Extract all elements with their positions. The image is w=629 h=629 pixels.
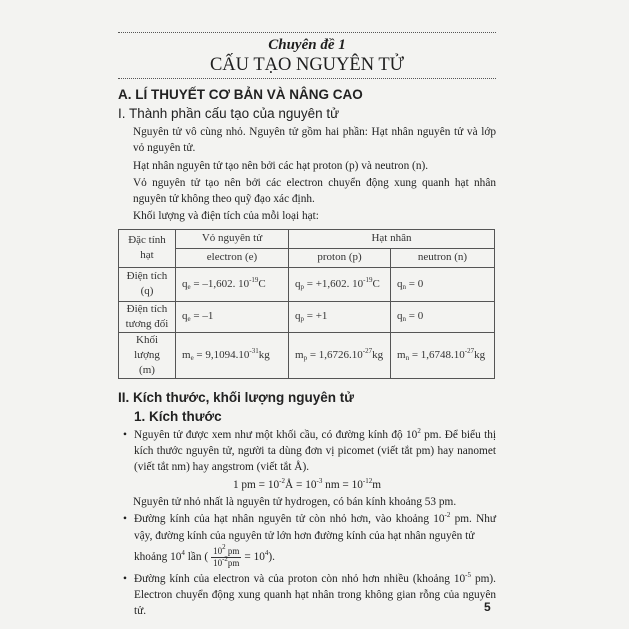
chapter-title: CẤU TẠO NGUYÊN TỬ: [209, 55, 405, 75]
table-row: [119, 332, 495, 378]
row-label: Khối lượng (m): [119, 332, 176, 378]
table-row: [119, 301, 495, 332]
bullet-icon: •: [123, 513, 127, 526]
page-content: [118, 32, 496, 620]
paragraph: Hạt nhân nguyên tử tạo nên bởi các hạt proton (p) và neutron (n).: [133, 159, 429, 172]
header-rule-top: [118, 32, 496, 33]
bullet-item: • Nguyên tử được xem như một khối cầu, có đường kính độ $10^2$ pm. Để biểu thị kích thước nguyên tử, người ta dùng đơn vị picomet (viết tắt pm) hay nanomet (viết tắt nm) hay angstrom (viết tắt Å).: [123, 426, 496, 474]
cell-electron: $q_e = -1$: [176, 301, 289, 332]
bullet-item: • Đường kính của electron và của proton còn nhỏ hơn nhiều (khoảng $10^{-5}$ pm). Electron chuyển động xung quanh hạt nhân trong không gian rỗng của nguyên tử.: [123, 570, 496, 618]
cell-electron: $q_e = -1,602$. $10^{-19}C$: [176, 267, 289, 301]
bullet-item: • Đường kính của hạt nhân nguyên tử còn nhỏ hơn, vào khoảng $10^{-2}$ pm. Như vậy, đường kính của nguyên tử lớn hơn đường kính của hạt nhân nguyên tử: [123, 511, 496, 542]
fraction: $\frac{10^2 pm}{10^{-2}pm}$: [213, 542, 240, 568]
chapter-label: Chuyên đề 1: [268, 37, 346, 53]
page-number: 5: [484, 600, 491, 614]
section-1-heading: I. Thành phần cấu tạo của nguyên tử: [118, 106, 340, 121]
header-proton: proton (p): [289, 248, 391, 267]
particle-properties-table: [118, 229, 495, 379]
cell-proton: $q_p = +1,602$. $10^{-19}C$: [289, 267, 391, 301]
header-rule-bottom: [118, 78, 496, 79]
paragraph: Nguyên tử nhỏ nhất là nguyên tử hydrogen, có bán kính khoảng 53 pm.: [133, 495, 457, 508]
section-a-heading: A. LÍ THUYẾT CƠ BẢN VÀ NÂNG CAO: [118, 87, 363, 102]
cell-electron: $m_e = 9,1094.10^{-31}kg$: [176, 332, 289, 378]
ratio-expression: khoảng $10^4$ lần ( $\frac{10^2 pm}{10^{-2}pm}$ = $10^4$).: [134, 542, 275, 568]
subsection-heading: 1. Kích thước: [134, 408, 222, 424]
unit-formula: 1 pm = $10^{-2}Å = 10^{-3}$ nm = $10^{-12}m$: [232, 476, 382, 491]
bullet-icon: •: [123, 572, 127, 585]
header-nucleus: Hạt nhân: [289, 229, 495, 248]
header-shell: Vỏ nguyên tử: [176, 229, 289, 248]
table-row: [119, 267, 495, 301]
cell-neutron: $q_n = 0$: [391, 301, 495, 332]
paragraph: Vỏ nguyên tử tạo nên bởi các electron chuyển động xung quanh hạt nhân nguyên tử không theo quỹ đạo xác định.: [133, 176, 496, 206]
cell-proton: $q_p = +1$: [289, 301, 391, 332]
bullet-icon: •: [123, 428, 127, 441]
header-property: Đặc tính hạt: [119, 229, 176, 267]
header-neutron: neutron (n): [391, 248, 495, 267]
cell-proton: $m_p = 1,6726.10^{-27}kg$: [289, 332, 391, 378]
row-label: Điện tích tương đối: [119, 301, 176, 332]
cell-neutron: $m_n = 1,6748.10^{-27}kg$: [391, 332, 495, 378]
paragraph: Khối lượng và điện tích của mỗi loại hạt:: [133, 210, 319, 223]
cell-neutron: $q_n = 0$: [391, 267, 495, 301]
section-2-heading: II. Kích thước, khối lượng nguyên tử: [118, 389, 355, 405]
paragraph: Nguyên tử vô cùng nhỏ. Nguyên tử gồm hai phần: Hạt nhân nguyên tử và lớp vỏ nguyên tử.: [133, 126, 496, 155]
row-label: Điện tích (q): [119, 267, 176, 301]
header-electron: electron (e): [176, 248, 289, 267]
